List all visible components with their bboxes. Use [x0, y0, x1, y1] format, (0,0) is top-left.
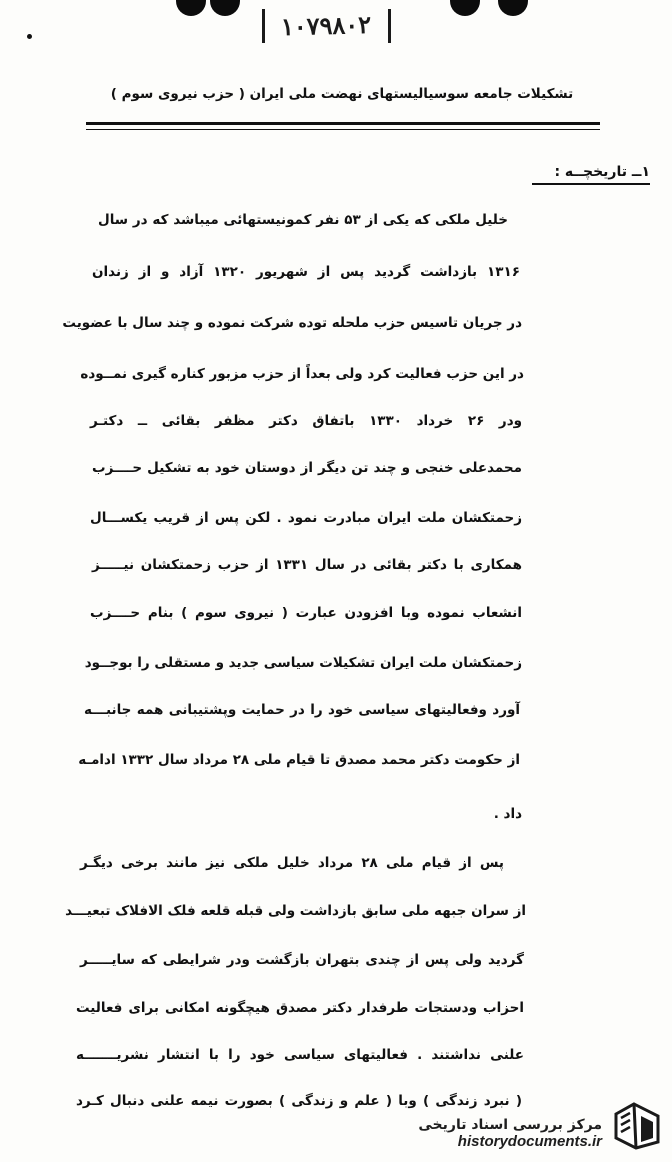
text-line: در جریان تاسیس حزب ملحله توده شرکت نموده و چند سال با عضویت [62, 315, 522, 331]
punch-hole [176, 0, 206, 16]
registry-stamp: ۱۰۷۹۸۰۲ [280, 9, 372, 42]
section-heading-underline [532, 183, 650, 185]
archive-name: مرکز بررسی اسناد تاریخی [418, 1117, 602, 1133]
text-line: پس از قیام ملی ۲۸ مرداد خلیل ملکی نیز مانند برخی دیگـر [80, 855, 504, 871]
text-line: از سران جبهه ملی سابق بازداشت ولی قبله قلعه فلک الافلاک تبعیـــد [65, 903, 526, 919]
text-line: از حکومت دکتر محمد مصدق تا قیام ملی ۲۸ مرداد سال ۱۳۳۲ ادامـه [78, 752, 520, 768]
text-line: زحمتکشان ملت ایران مبادرت نمود . لکن پس از قریب یکســـال [90, 510, 522, 526]
text-line: زحمتکشان ملت ایران تشکیلات سیاسی جدید و مستقلی را بوجــود [84, 655, 522, 671]
text-line: داد . [493, 806, 522, 822]
punch-hole [210, 0, 240, 16]
text-line: انشعاب نموده وبا افزودن عبارت ( نیروی سوم ) بنام حــــزب [90, 605, 522, 621]
section-heading: ۱ــ تاریخچــه : [554, 164, 650, 180]
document-title: تشکیلات جامعه سوسیالیستهای نهضت ملی ایران ( حزب نیروی سوم ) [110, 86, 574, 102]
ink-speck [27, 34, 32, 39]
text-line: خلیل ملکی که یکی از ۵۳ نفر کمونیستهائی میباشد که در سال [98, 212, 508, 228]
title-underline-thin [86, 129, 600, 130]
archive-book-logo-icon [610, 1098, 664, 1152]
text-line: ( نبرد زندگی ) وبا ( علم و زندگی ) بصورت نیمه علنی دنبال کـرد [76, 1093, 522, 1109]
archive-watermark [418, 1117, 602, 1150]
text-line: آورد وفعالیتهای سیاسی خود را در حمایت وپشتیبانی همه جانبـــه [84, 702, 520, 718]
text-line: ودر ۲۶ خرداد ۱۳۳۰ باتفاق دکتر مظفر بقائی ــ دکتـر [90, 413, 523, 429]
archive-url: historydocuments.ir [457, 1133, 602, 1150]
punch-hole [498, 0, 528, 16]
text-line: احزاب ودستجات طرفدار دکتر مصدق هیچگونه امکانی برای فعالیت [76, 1000, 524, 1016]
text-line: ۱۳۱۶ بازداشت گردید پس از شهریور ۱۳۲۰ آزاد و از زندان [92, 264, 520, 280]
text-line: همکاری با دکتر بقائی در سال ۱۳۳۱ از حزب زحمتکشان نیـــــز [92, 557, 522, 573]
text-line: در این حزب فعالیت کرد ولی بعداً از حزب مزبور کناره گیری نمــوده [80, 366, 524, 382]
text-line: گردید ولی پس از چندی بتهران بازگشت ودر شرایطی که سایـــــر [80, 952, 524, 968]
title-underline-thick [86, 122, 600, 125]
punch-hole [450, 0, 480, 16]
text-line: علنی نداشتند . فعالیتهای سیاسی خود را با انتشار نشریـــــــه [76, 1047, 524, 1063]
text-line: محمدعلی خنجی و چند تن دیگر از دوستان خود به تشکیل حــــزب [92, 460, 522, 476]
